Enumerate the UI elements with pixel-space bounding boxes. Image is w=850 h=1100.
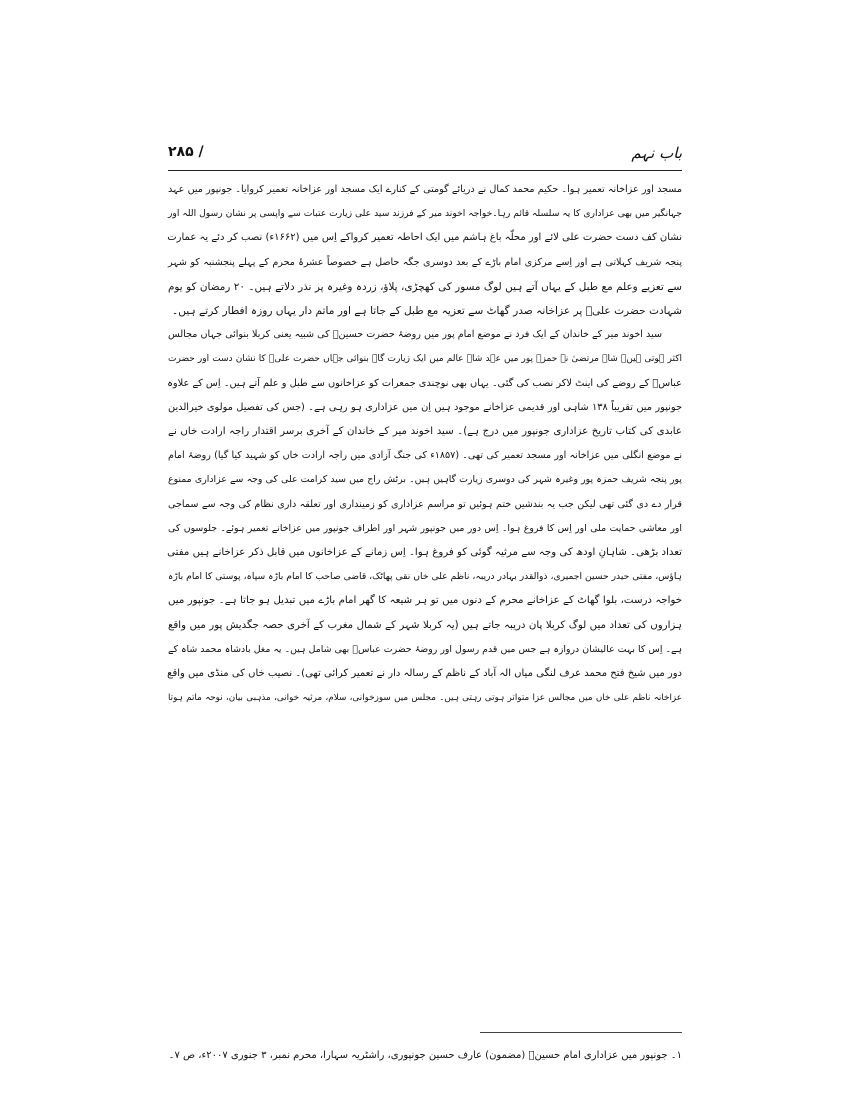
text-line: پور پنجہ شریف حمزہ پور وغیرہ شہر کی دوسری زیارت گاہیں ہیں۔ برٹش راج میں سید کرامت علی کی وجہ سے عزاداری ممنوع	[168, 474, 682, 486]
body-text	[168, 178, 682, 710]
text-line: عابدی کی کتاب تاریخ عزاداری جونپور میں درج ہے)۔ سید اخوند میر کے خاندان کے آخری برسر اقتدار راجہ ارادت خاں نے	[168, 426, 682, 438]
text-line: شہادت حضرت علیؑ پر عزاخانہ صدر گھاٹ سے تعزیہ مع طبل کے جاتا ہے اور ماتم دار یہاں روزہ افطار کرتے ہیں۔	[172, 305, 682, 318]
text-line: مسجد اور عزاخانہ تعمیر ہوا۔ حکیم محمد کمال نے دریائے گومتی کے کنارے ایک مسجد اور عزاخانہ تعمیر کروایا۔ جونپور میں عہد	[168, 184, 682, 195]
paragraph-2	[168, 323, 682, 710]
footnote: ۱۔ جونپور میں عزاداری امام حسینؑ (مضمون) عارف حسین جونپوری، راشٹریہ سہارا، محرم نمبر، ۳ جنوری ۲۰۰۷ء، ص ۷۔	[168, 1050, 682, 1061]
paragraph-1	[168, 178, 682, 323]
text-line: نے موضع انگلی میں عزاخانہ اور مسجد تعمیر کی تھی۔ (۱۸۵۷ء کی جنگ آزادی میں راجہ ارادت خاں کو شہید کیا گیا) روضۂ امام	[168, 450, 683, 462]
text-line: عزاخانہ ناظم علی خاں میں مجالس عزا متواتر ہوتی رہتی ہیں۔ مجلس میں سوزخوانی، سلام، مرثیہ خوانی، مذہبی بیان، نوحہ ماتم ہوتا	[168, 693, 682, 704]
page-number: / ۲۸۵	[168, 144, 204, 160]
text-line: دور میں شیخ فتح محمد عرف لنگی میاں الہ آباد کے ناظم کے رسالہ دار نے تعمیر کرائی تھی)۔ نصیب خاں کی منڈی میں واقع	[167, 668, 682, 680]
text-line: خواجہ درست، بلوا گھاٹ کے عزاخانے محرم کے دنوں میں تو ہر شیعہ کا گھر امام باڑے میں تبدیل ہو جاتا ہے۔ جونپور میں	[168, 595, 682, 607]
text-line: جہانگیر میں بھی عزاداری کا یہ سلسلہ قائم رہا۔خواجہ اخوند میر کے فرزند سید علی زیارت عتبات سے واپسی پر نشان رسول اللہ اور	[168, 208, 682, 220]
text-line: پنجہ شریف کہلاتی ہے اور اِسے مرکزی امام باڑے کے بعد دوسری جگہ حاصل ہے خصوصاً عشرۂ محرم کے پہلے پنجشنبہ کو شہر	[168, 256, 682, 268]
text-line: نشان کف دست حضرت علی لائے اور محلّہ باغ ہاشم میں ایک احاطہ تعمیر کرواکے اِس میں (۱۶۶۲ء) نصب کر دئے یہ عمارت	[167, 232, 682, 244]
running-title: باب نہم	[631, 144, 682, 162]
text-line: سے تعزیے وعلم مع طبل کے یہاں آتے ہیں لوگ مسور کی کھچڑی، پلاؤ، زردہ وغیرہ پر نذر دلاتے ہیں۔ ۲۰ رمضان کو یوم	[168, 280, 682, 293]
text-line: ہزاروں کی تعداد میں لوگ کربلا پان دریبہ جاتے ہیں (یہ کربلا شہر کے شمال مغرب کے آخری حصہ جگدیش پور میں واقع	[168, 619, 682, 631]
page-header	[168, 140, 682, 166]
text-line: عباسؑ کے روضے کی اینٹ لاکر نصب کی گئی۔ یہاں بھی نوچندی جمعرات کو عزاخانوں سے طبل و علم آتے ہیں۔ اِس کے علاوہ	[167, 377, 682, 389]
text-line: ہے۔ اِس کا بہت عالیشان دروازہ ہے جس میں قدم رسول اور روضۂ حضرت عباسؑ بھی شامل ہیں۔ یہ مغل بادشاہ محمد شاہ کے	[168, 643, 682, 655]
text-line: اور معاشی حمایت ملی اور اِس کا فروغ ہوا۔ اِس دور میں جونپور شہر اور اطراف جونپور میں عزاخانے تعمیر ہوئے۔ جلوسوں کی	[168, 522, 682, 534]
text-line: قرار دے دی گئی تھی لیکن جب یہ بندشیں ختم ہوئیں تو مراسم عزاداری کو زمینداری اور تعلقہ داری نظام کی وجہ سے سماجی	[168, 498, 682, 510]
text-line: تعداد بڑھی۔ شاہانِ اودھ کی وجہ سے مرثیہ گوئی کو فروغ ہوا۔ اِس زمانے کے عزاخانوں میں قابل ذکر عزاخانے ہیں مفتی	[167, 547, 682, 559]
footnote-rule	[480, 1032, 682, 1033]
header-rule	[168, 170, 682, 171]
text-line: اکثر ہوتی ہیں۔ شاہ مرتضیٰ نے حمزہ پور میں عہد شاہ عالم میں ایک زیارت گاہ بنوائی جہاں حضرت علیؑ کا نشان دست اور حضرت	[168, 354, 682, 365]
text-line: سید اخوند میر کے خاندان کے ایک فرد نے موضع امام پور میں روضۂ حضرت حسینؑ کی شبیہ یعنی کربلا بنوائی جہاں مجالس	[168, 329, 662, 341]
text-line: جونپور میں تقریباً ۱۳۸ شاہی اور قدیمی عزاخانے موجود ہیں اِن میں عزاداری ہو رہی ہے۔ (جس کی تفصیل مولوی خیرالدین	[168, 401, 683, 413]
text-line: ہاؤس، مفتی حیدر حسین اجمیری، ذوالقدر بہادر دریبہ، ناظم علی خاں نقی پھاٹک، قاضی صاحب کا امام باڑہ سپاہ، پوستی کا امام باڑہ	[168, 571, 682, 583]
